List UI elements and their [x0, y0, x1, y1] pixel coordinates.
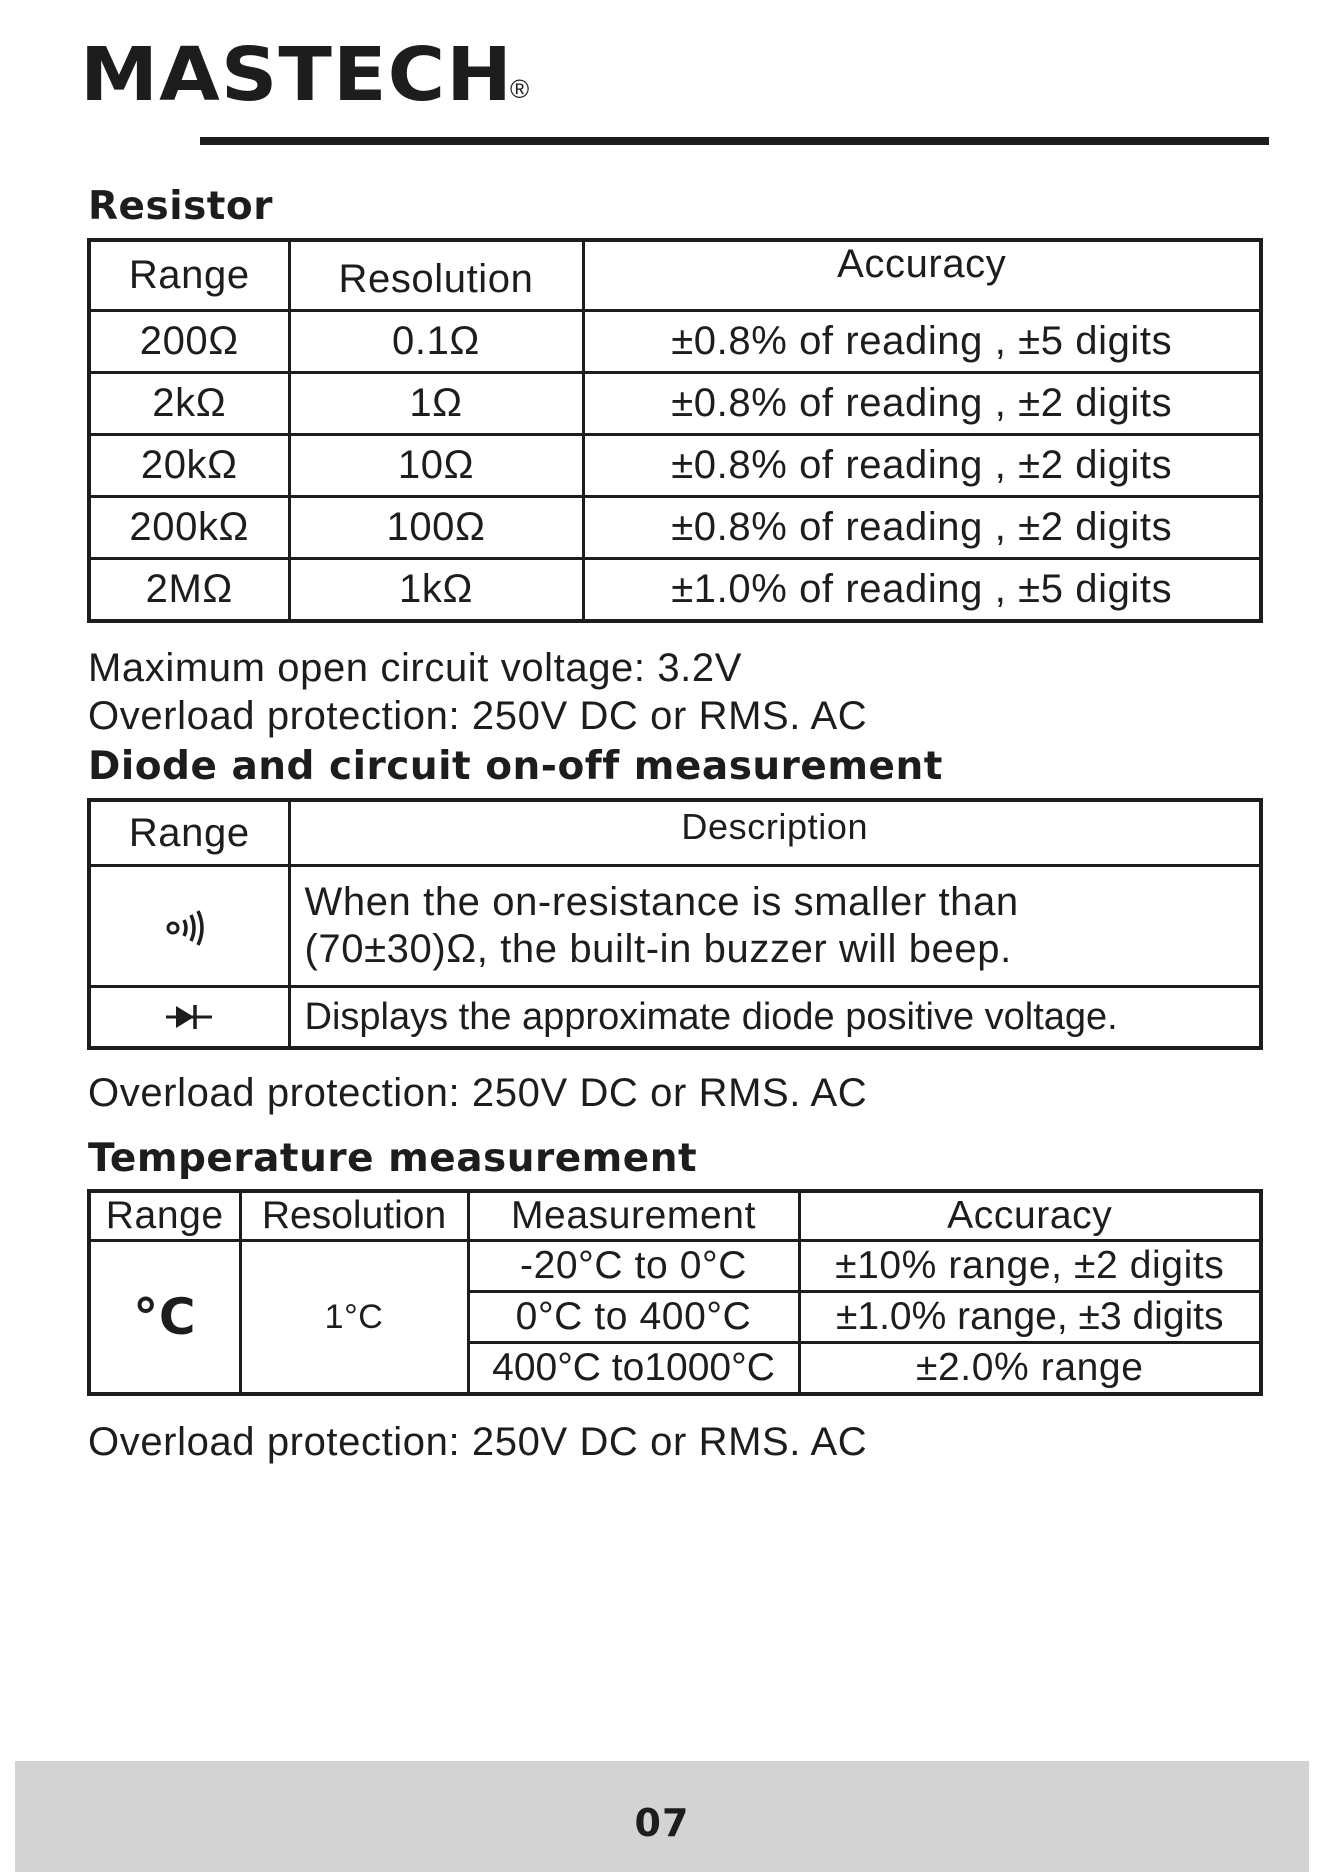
table-cell: ±0.8% of reading , ±2 digits — [583, 497, 1261, 559]
diode-heading: Diode and circuit on-off measurement — [88, 744, 943, 789]
table-cell: ±0.8% of reading , ±2 digits — [583, 435, 1261, 497]
buzzer-description — [289, 866, 1261, 987]
column-header: Accuracy — [583, 240, 1261, 311]
footer-bar — [15, 1761, 1309, 1872]
table-row — [89, 435, 1261, 497]
table-row — [89, 373, 1261, 435]
table-row — [89, 987, 1261, 1049]
table-header-row — [89, 1191, 1261, 1241]
column-header: Range — [89, 240, 289, 311]
description-line: When the on-resistance is smaller than — [304, 880, 1019, 924]
table-cell: 2kΩ — [89, 373, 289, 435]
description-line: (70±30)Ω, the built-in buzzer will beep. — [304, 927, 1012, 971]
table-cell: 20kΩ — [89, 435, 289, 497]
header-rule — [200, 137, 1269, 145]
table-row — [89, 1241, 1261, 1292]
registered-mark: ® — [510, 74, 530, 104]
table-cell: ±10% range, ±2 digits — [799, 1241, 1261, 1292]
table-cell: 200Ω — [89, 311, 289, 373]
table-cell: ±0.8% of reading , ±2 digits — [583, 373, 1261, 435]
table-cell: 400°C to1000°C — [468, 1343, 799, 1395]
table-cell: -20°C to 0°C — [468, 1241, 799, 1292]
table-cell: 100Ω — [289, 497, 583, 559]
overload-protection-note: Overload protection: 250V DC or RMS. AC — [88, 1420, 868, 1464]
resolution-cell: 1°C — [240, 1241, 468, 1395]
table-cell: 1kΩ — [289, 559, 583, 622]
resistor-table — [87, 238, 1263, 623]
column-header: Resolution — [289, 240, 583, 311]
table-cell: 10Ω — [289, 435, 583, 497]
table-row — [89, 866, 1261, 987]
column-header: Range — [89, 800, 289, 866]
table-cell: 0°C to 400°C — [468, 1292, 799, 1343]
table-cell: ±2.0% range — [799, 1343, 1261, 1395]
buzzer-icon — [89, 866, 289, 987]
table-row — [89, 497, 1261, 559]
page-number: 07 — [634, 1801, 690, 1845]
diode-description: Displays the approximate diode positive voltage. — [289, 987, 1261, 1049]
table-cell: 2MΩ — [89, 559, 289, 622]
column-header: Accuracy — [799, 1191, 1261, 1241]
column-header: Measurement — [468, 1191, 799, 1241]
table-cell: 0.1Ω — [289, 311, 583, 373]
table-cell: 200kΩ — [89, 497, 289, 559]
table-row — [89, 559, 1261, 622]
table-cell: ±1.0% of reading , ±5 digits — [583, 559, 1261, 622]
overload-protection-note: Overload protection: 250V DC or RMS. AC — [88, 1071, 868, 1115]
resistor-heading: Resistor — [88, 184, 273, 229]
overload-protection-note: Overload protection: 250V DC or RMS. AC — [88, 694, 868, 738]
table-header-row — [89, 240, 1261, 311]
range-cell: °C — [89, 1241, 240, 1395]
table-cell: ±0.8% of reading , ±5 digits — [583, 311, 1261, 373]
table-row — [89, 311, 1261, 373]
table-header-row — [89, 800, 1261, 866]
column-header: Range — [89, 1191, 240, 1241]
temperature-heading: Temperature measurement — [88, 1136, 698, 1181]
diode-icon — [89, 987, 289, 1049]
brand-logo: MASTECH — [80, 32, 513, 118]
diode-table — [87, 798, 1263, 1050]
column-header: Resolution — [240, 1191, 468, 1241]
open-circuit-voltage-note: Maximum open circuit voltage: 3.2V — [88, 646, 743, 690]
temperature-table — [87, 1189, 1263, 1396]
table-cell: ±1.0% range, ±3 digits — [799, 1292, 1261, 1343]
column-header: Description — [289, 800, 1261, 866]
table-cell: 1Ω — [289, 373, 583, 435]
